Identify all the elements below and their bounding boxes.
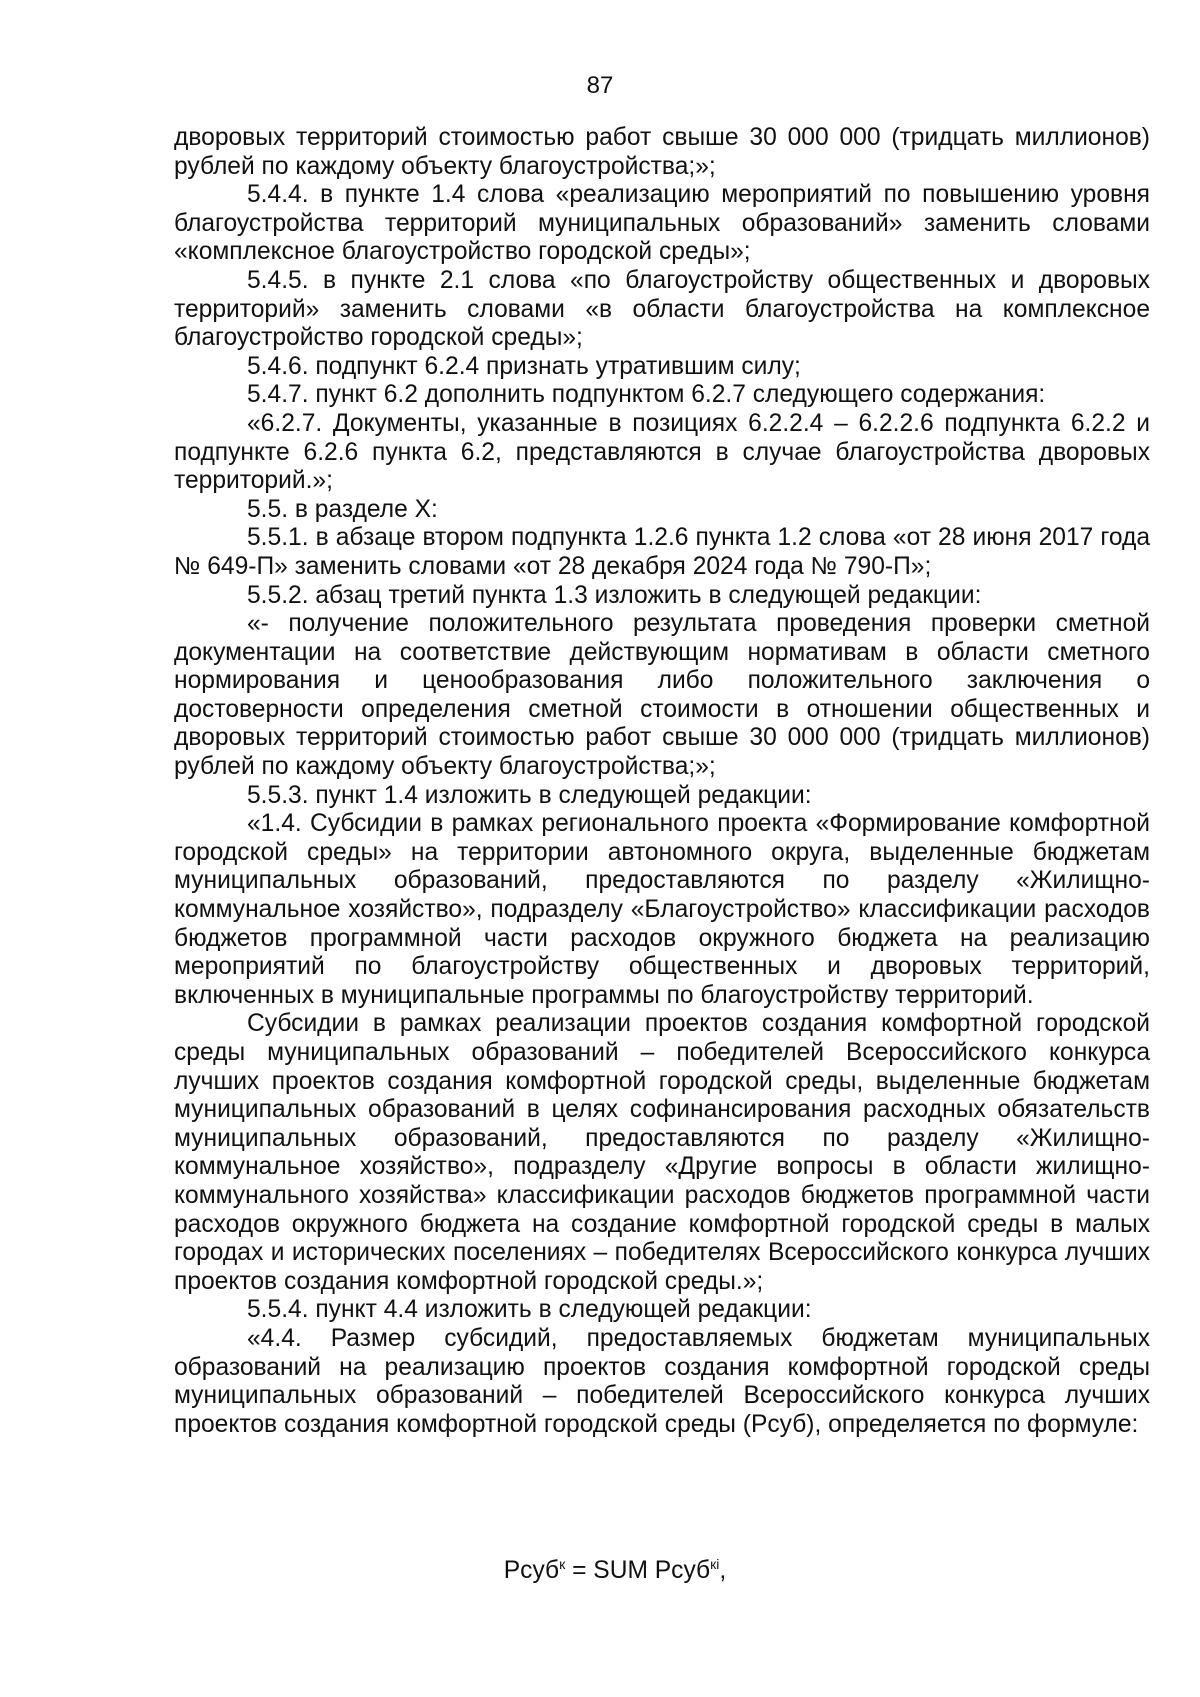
formula	[0, 1556, 1200, 1586]
formula-tail: ,	[719, 1557, 727, 1584]
paragraph: дворовых территорий стоимостью работ свыше 30 000 000 (тридцать миллионов) рублей по каждому объекту благоустройства;»;	[174, 124, 1150, 180]
paragraph: 5.5.4. пункт 4.4 изложить в следующей редакции:	[247, 1296, 812, 1324]
paragraph: 5.4.6. подпункт 6.2.4 признать утратившим силу;	[247, 352, 801, 380]
paragraph: 5.5.2. абзац третий пункта 1.3 изложить в следующей редакции:	[247, 581, 982, 609]
paragraph: 5.5.1. в абзаце втором подпункта 1.2.6 пункта 1.2 слова «от 28 июня 2017 года № 649-П» заменить словами «от 28 декабря 2024 года № 790-П»;	[174, 524, 1150, 580]
formula-rhs-superscript: кi	[710, 1556, 720, 1572]
paragraph: «1.4. Субсидии в рамках регионального проекта «Формирование комфортной городской среды» на территории автономного округа, выделенные бюджетам муниципальных образований, предоставляются по разделу «Жилищно-коммунальное хозяйство», подразделу «Благоустройство» классификации расходов бюджетов программной части расходов окружного бюджета на реализацию мероприятий по благоустройству общественных и дворовых территорий, включенных в муниципальные программы по благоустройству территорий.	[174, 810, 1150, 1009]
paragraph: «- получение положительного результата проведения проверки сметной документации на соответствие действующим нормативам в области сметного нормирования и ценообразования либо положительного заключения о достоверности определения сметной стоимости в отношении общественных и дворовых территорий стоимостью работ свыше 30 000 000 (тридцать миллионов) рублей по каждому объекту благоустройства;»;	[174, 610, 1150, 781]
paragraph: 5.4.5. в пункте 2.1 слова «по благоустройству общественных и дворовых территорий» заменить словами «в области благоустройства на комплексное благоустройство городской среды»;	[174, 266, 1150, 352]
formula-middle: = SUM Рсуб	[565, 1557, 711, 1584]
paragraph: 5.4.4. в пункте 1.4 слова «реализацию мероприятий по повышению уровня благоустройства территорий муниципальных образований» заменить словами «комплексное благоустройство городской среды»;	[174, 181, 1150, 266]
paragraph: 5.4.7. пункт 6.2 дополнить подпунктом 6.2.7 следующего содержания:	[247, 381, 1046, 409]
page-number: 87	[586, 72, 614, 99]
document-body	[174, 124, 1150, 1439]
paragraph: «4.4. Размер субсидий, предоставляемых бюджетам муниципальных образований на реализацию проектов создания комфортной городской среды муниципальных образований – победителей Всероссийского конкурса лучших проектов создания комфортной городской среды (Рсуб), определяется по формуле:	[174, 1324, 1150, 1438]
formula-lhs: Рсуб	[503, 1557, 560, 1584]
paragraph: 5.5.3. пункт 1.4 изложить в следующей редакции:	[247, 781, 812, 809]
paragraph: 5.5. в разделе X:	[247, 495, 438, 523]
formula-lhs-superscript: к	[559, 1556, 566, 1572]
paragraph: «6.2.7. Документы, указанные в позициях 6.2.2.4 – 6.2.2.6 подпункта 6.2.2 и подпункте 6.2.6 пункта 6.2, представляются в случае благоустройства дворовых территорий.»;	[174, 409, 1150, 495]
paragraph: Субсидии в рамках реализации проектов создания комфортной городской среды муниципальных образований – победителей Всероссийского конкурса лучших проектов создания комфортной городской среды, выделенные бюджетам муниципальных образований в целях софинансирования расходных обязательств муниципальных образований, предоставляются по разделу «Жилищно-коммунальное хозяйство», подразделу «Другие вопросы в области жилищно-коммунального хозяйства» классификации расходов бюджетов программной части расходов окружного бюджета на создание комфортной городской среды в малых городах и исторических поселениях – победителях Всероссийского конкурса лучших проектов создания комфортной городской среды.»;	[174, 1010, 1150, 1295]
